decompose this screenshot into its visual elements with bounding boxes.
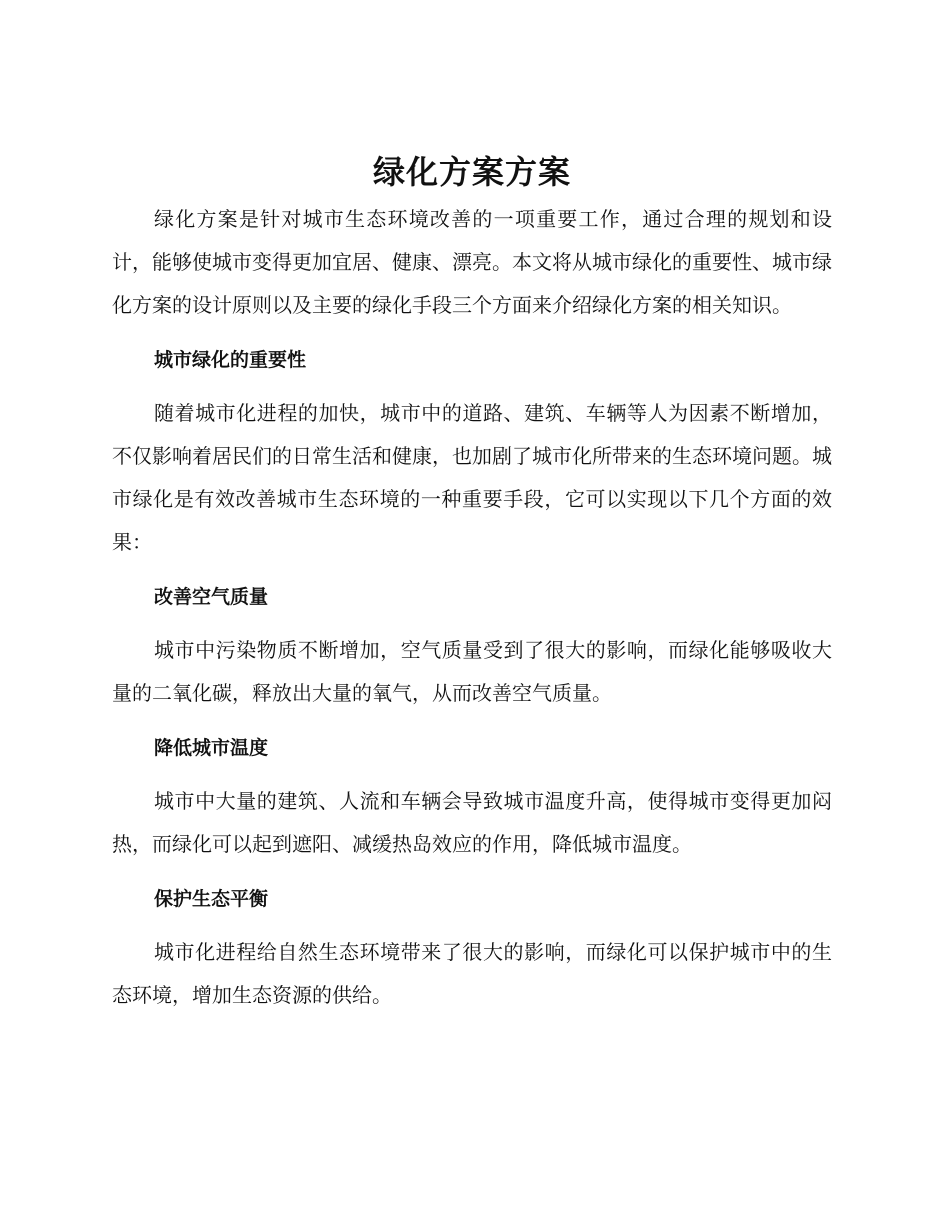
- section-heading-temperature: 降低城市温度: [154, 737, 269, 759]
- section-heading-importance: 城市绿化的重要性: [154, 349, 307, 371]
- section-heading-ecology: 保护生态平衡: [154, 888, 269, 910]
- intro-paragraph: 绿化方案是针对城市生态环境改善的一项重要工作，通过合理的规划和设计，能够使城市变得更加宜居、健康、漂亮。本文将从城市绿化的重要性、城市绿化方案的设计原则以及主要的绿化手段三个方面来介绍绿化方案的相关知识。: [112, 207, 832, 317]
- section-body-temperature: 城市中大量的建筑、人流和车辆会导致城市温度升高，使得城市变得更加闷热，而绿化可以起到遮阳、减缓热岛效应的作用，降低城市温度。: [112, 789, 832, 856]
- section-body-importance: 随着城市化进程的加快，城市中的道路、建筑、车辆等人为因素不断增加，不仅影响着居民们的日常生活和健康，也加剧了城市化所带来的生态环境问题。城市绿化是有效改善城市生态环境的一种重要手段，它可以实现以下几个方面的效果：: [112, 401, 832, 554]
- section-body-air-quality: 城市中污染物质不断增加，空气质量受到了很大的影响，而绿化能够吸收大量的二氧化碳，释放出大量的氧气，从而改善空气质量。: [112, 638, 832, 705]
- document-title: 绿化方案方案: [372, 153, 571, 191]
- section-body-ecology: 城市化进程给自然生态环境带来了很大的影响，而绿化可以保护城市中的生态环境，增加生态资源的供给。: [112, 940, 832, 1007]
- document-page: [112, 150, 832, 1017]
- section-heading-air-quality: 改善空气质量: [154, 586, 269, 608]
